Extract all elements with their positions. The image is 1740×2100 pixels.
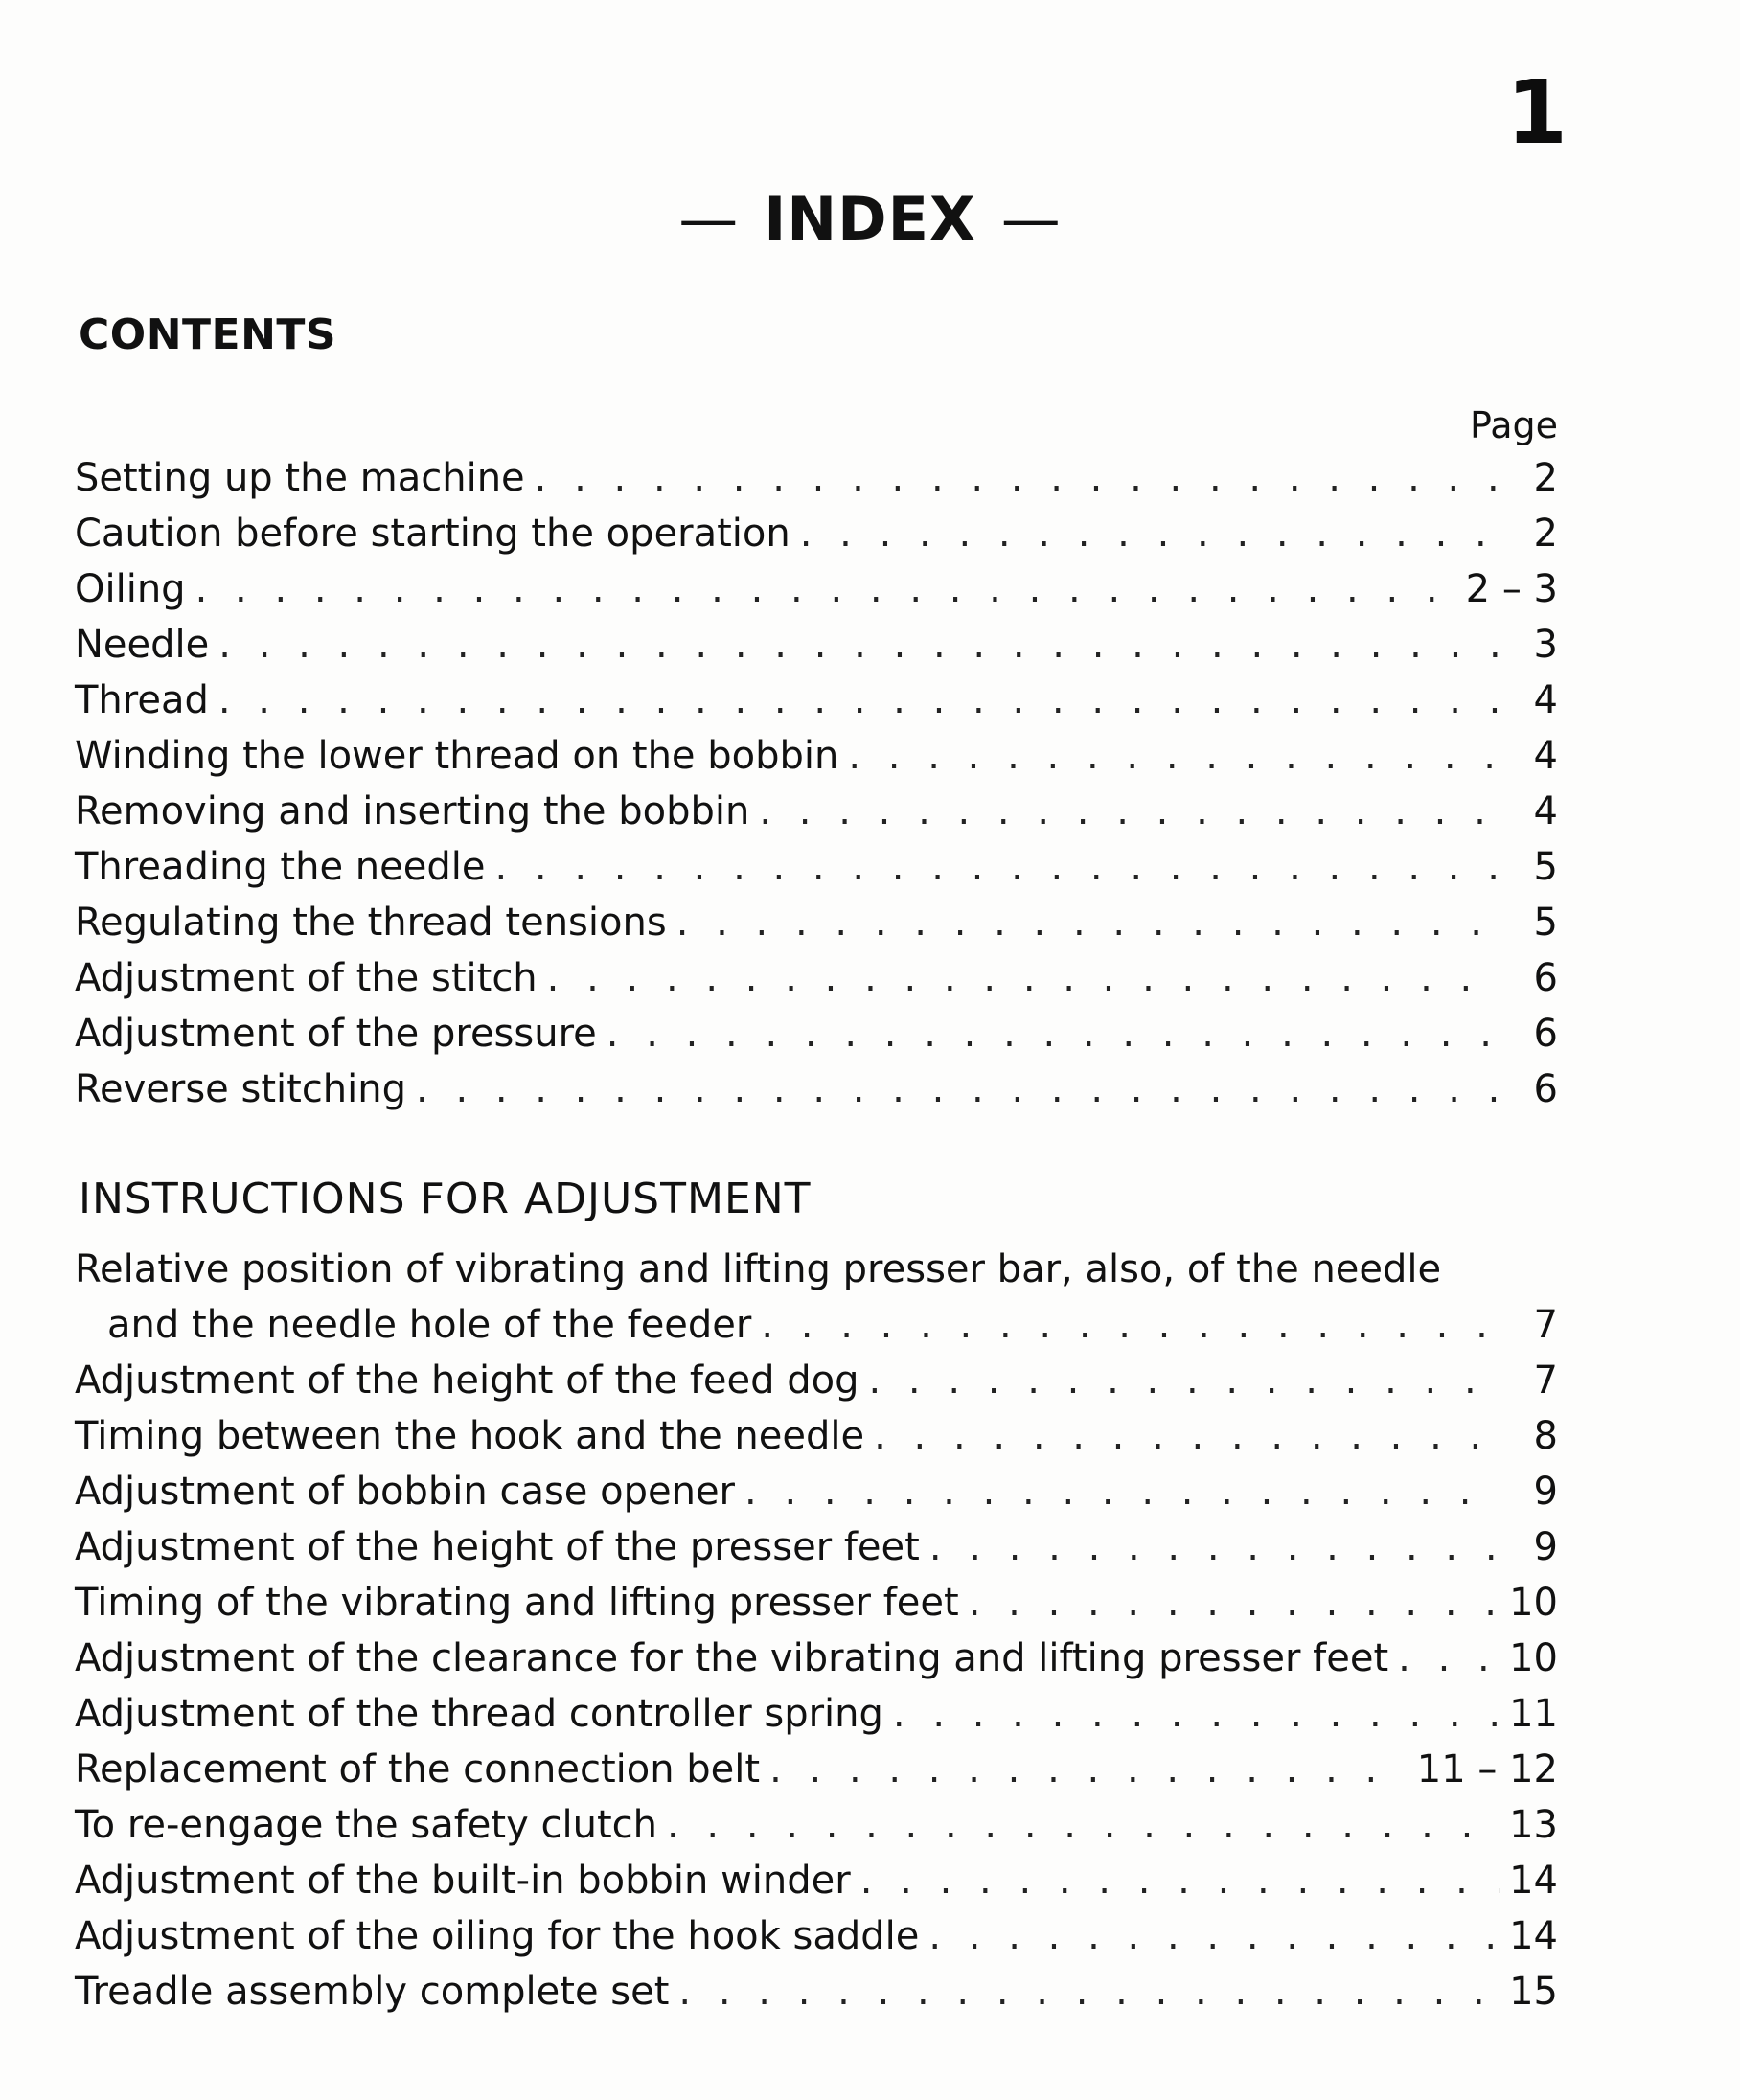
toc-entry-page: 14 [1509, 1914, 1558, 1958]
toc-entry-page: 10 [1509, 1636, 1558, 1680]
toc-entry-page: 5 [1533, 901, 1558, 945]
toc-entry-controller-spring[interactable] [75, 1686, 1558, 1742]
toc-entry-page: 9 [1533, 1470, 1558, 1514]
toc-entry-label: Regulating the thread tensions [75, 901, 667, 945]
toc-entry-label: Adjustment of the height of the feed dog [75, 1358, 859, 1403]
toc-entry-label: Oiling [75, 567, 186, 611]
leader-dots [535, 450, 1500, 506]
index-title [0, 184, 1740, 254]
toc-entry-page: 15 [1509, 1970, 1558, 2014]
leader-dots [800, 506, 1500, 561]
toc-entry-page: 6 [1533, 1067, 1558, 1111]
toc-entry-page: 13 [1509, 1803, 1558, 1847]
toc-entry-label: Adjustment of the stitch [75, 956, 538, 1000]
leader-dots [676, 895, 1500, 950]
leader-dots [874, 1408, 1500, 1464]
toc-entry-bobbin-case-opener[interactable] [75, 1464, 1558, 1519]
leader-dots [929, 1519, 1500, 1575]
toc-entry-page: 4 [1533, 678, 1558, 722]
title-text: INDEX [764, 184, 976, 254]
toc-entry-page: 8 [1533, 1414, 1558, 1458]
toc-entry-label: Timing between the hook and the needle [75, 1414, 865, 1458]
toc-entry-label: Treadle assembly complete set [75, 1970, 670, 2014]
toc-entry-page: 10 [1509, 1581, 1558, 1625]
toc-entry-label: Adjustment of the built-in bobbin winder [75, 1859, 851, 1903]
toc-entry-feed-dog-height[interactable] [75, 1353, 1558, 1408]
toc-entry-label: Adjustment of the height of the presser feet [75, 1525, 920, 1569]
title-dash-left: — [678, 184, 740, 254]
toc-entry-label: Replacement of the connection belt [75, 1747, 761, 1792]
leader-dots [607, 1006, 1500, 1061]
toc-entry-winding-bobbin[interactable] [75, 728, 1558, 784]
leader-dots [547, 950, 1500, 1006]
toc-entry-page: 9 [1533, 1525, 1558, 1569]
toc-entry-oiling[interactable] [75, 561, 1558, 617]
toc-entry-label: Adjustment of the pressure [75, 1012, 597, 1056]
toc-entry-page: 4 [1533, 734, 1558, 778]
toc-entry-label: Thread [75, 678, 209, 722]
leader-dots [195, 561, 1456, 617]
title-dash-right: — [1000, 184, 1062, 254]
toc-entry-needle[interactable] [75, 617, 1558, 673]
toc-entry-page: 2 [1533, 512, 1558, 556]
toc-entry-removing-bobbin[interactable] [75, 784, 1558, 839]
toc-entry-label: To re-engage the safety clutch [75, 1803, 657, 1847]
leader-dots [761, 1297, 1500, 1353]
toc-entry-threading-needle[interactable] [75, 839, 1558, 895]
toc-entry-page: 6 [1533, 956, 1558, 1000]
toc-entry-bobbin-winder[interactable] [75, 1853, 1558, 1908]
toc-entry-caution[interactable] [75, 506, 1558, 561]
toc-entry-pressure[interactable] [75, 1006, 1558, 1061]
leader-dots [928, 1908, 1500, 1964]
toc-entry-connection-belt[interactable] [75, 1742, 1558, 1797]
leader-dots [769, 1742, 1408, 1797]
leader-dots [678, 1964, 1500, 2020]
leader-dots [759, 784, 1500, 839]
toc-entry-page: 2 [1533, 456, 1558, 500]
toc-entry-label: Adjustment of the oiling for the hook saddle [75, 1914, 920, 1958]
toc-entry-page: 14 [1509, 1859, 1558, 1903]
leader-dots [218, 617, 1500, 673]
leader-dots [969, 1575, 1500, 1631]
toc-entry-hook-saddle-oiling[interactable] [75, 1908, 1558, 1964]
toc-entry-thread[interactable] [75, 673, 1558, 728]
toc-entry-label: Reverse stitching [75, 1067, 407, 1111]
toc-entry-page: 7 [1533, 1303, 1558, 1347]
toc-entry-reverse-stitching[interactable] [75, 1061, 1558, 1117]
toc-entry-setting-up[interactable] [75, 450, 1558, 506]
toc-entry-page: 11 – 12 [1416, 1747, 1558, 1792]
toc-entry-label: Winding the lower thread on the bobbin [75, 734, 839, 778]
leader-dots [416, 1061, 1500, 1117]
toc-entry-label: and the needle hole of the feeder [107, 1303, 752, 1347]
toc-entry-thread-tensions[interactable] [75, 895, 1558, 950]
toc-entry-hook-timing[interactable] [75, 1408, 1558, 1464]
toc-entry-label: Adjustment of the thread controller spring [75, 1692, 883, 1736]
leader-dots [667, 1797, 1500, 1853]
toc-entry-label-line1: Relative position of vibrating and lifting presser bar, also, of the needle [75, 1247, 1442, 1291]
adjustment-list [75, 1242, 1558, 2020]
toc-entry-treadle-assembly[interactable] [75, 1964, 1558, 2020]
toc-entry-presser-feet-clearance[interactable] [75, 1631, 1558, 1686]
toc-entry-page: 6 [1533, 1012, 1558, 1056]
adjustment-heading: INSTRUCTIONS FOR ADJUSTMENT [79, 1175, 812, 1223]
leader-dots [744, 1464, 1500, 1519]
toc-entry-stitch[interactable] [75, 950, 1558, 1006]
leader-dots [848, 728, 1500, 784]
toc-entry-page: 11 [1509, 1692, 1558, 1736]
toc-entry-label: Needle [75, 623, 210, 667]
toc-entry-label: Adjustment of bobbin case opener [75, 1470, 736, 1514]
leader-dots [869, 1353, 1501, 1408]
toc-entry-presser-feet-height[interactable] [75, 1519, 1558, 1575]
toc-entry-page: 7 [1533, 1358, 1558, 1403]
contents-list [75, 450, 1558, 1117]
leader-dots [1398, 1631, 1500, 1686]
leader-dots [494, 839, 1500, 895]
toc-entry-relative-position[interactable] [75, 1242, 1558, 1353]
toc-entry-label: Removing and inserting the bobbin [75, 789, 750, 833]
toc-entry-label: Caution before starting the operation [75, 512, 790, 556]
leader-dots [218, 673, 1500, 728]
leader-dots [893, 1686, 1500, 1742]
toc-entry-presser-feet-timing[interactable] [75, 1575, 1558, 1631]
toc-entry-label: Adjustment of the clearance for the vibrating and lifting presser feet [75, 1636, 1389, 1680]
toc-entry-page: 3 [1533, 623, 1558, 667]
toc-entry-safety-clutch[interactable] [75, 1797, 1558, 1853]
toc-entry-page: 2 – 3 [1465, 567, 1558, 611]
page-column-label: Page [1470, 404, 1558, 446]
toc-entry-label: Threading the needle [75, 845, 486, 889]
page-number: 1 [1505, 61, 1568, 164]
toc-entry-page: 5 [1533, 845, 1558, 889]
toc-entry-label: Setting up the machine [75, 456, 525, 500]
toc-entry-page: 4 [1533, 789, 1558, 833]
leader-dots [860, 1853, 1500, 1908]
contents-heading: CONTENTS [79, 310, 337, 359]
toc-entry-label: Timing of the vibrating and lifting presser feet [75, 1581, 959, 1625]
